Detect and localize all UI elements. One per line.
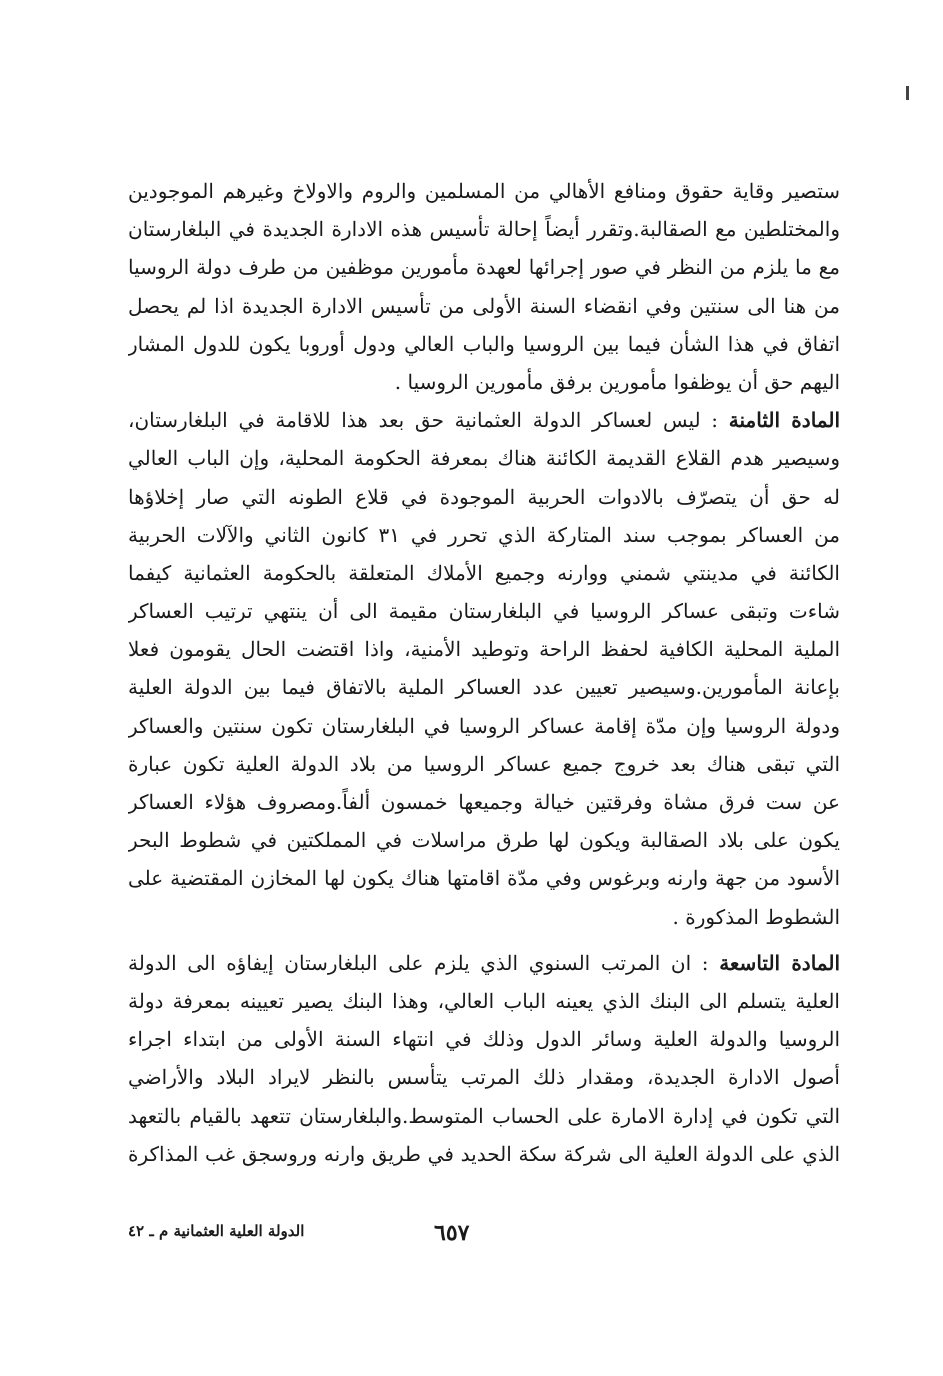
book-title: الدولة العلية العثمانية م ـ ٤٢ bbox=[128, 1222, 305, 1240]
text-line: مع ما يلزم من النظر في صور إجرائها لعهدة مأمورين موظفين من طرف دولة الروسيا bbox=[128, 255, 840, 280]
text-line: بإعانة المأمورين.وسيصير تعيين عدد العساكر الملية بالاتفاق فيما بين الدولة العلية bbox=[128, 675, 840, 700]
paragraph-gap bbox=[128, 936, 840, 944]
article-9-heading: المادة التاسعة bbox=[719, 950, 840, 975]
text-line: الروسيا والدولة العلية وسائر الدول وذلك في انتهاء السنة الأولى من ابتداء اجراء bbox=[128, 1027, 840, 1052]
text-line: الملية المحلية الكافية لحفظ الراحة وتوطيد الأمنية، واذا اقتضت الحال يقومون فعلا bbox=[128, 637, 840, 662]
page-footer bbox=[0, 1222, 943, 1252]
text-line: وسيصير هدم القلاع القديمة الكائنة هناك بمعرفة الحكومة المحلية، وإن الباب العالي bbox=[128, 446, 840, 471]
page-number: ٦٥٧ bbox=[434, 1220, 470, 1246]
text-line: الكائنة في مدينتي شمني ووارنه وجميع الأملاك المتعلقة بالحكومة العثمانية كيفما bbox=[128, 560, 840, 585]
text-line: أصول الادارة الجديدة، ومقدار ذلك المرتب يتأسس بالنظر لايراد البلاد والأراضي bbox=[128, 1065, 840, 1090]
text-line: شاءت وتبقى عساكر الروسيا في البلغارستان مقيمة الى أن ينتهي ترتيب العساكر bbox=[128, 599, 840, 624]
article-9-first-line bbox=[128, 944, 840, 982]
text-line: والمختلطين مع الصقالبة.وتقرر أيضاً إحالة تأسيس هذه الادارة الجديدة في البلغارستان bbox=[128, 217, 840, 242]
text-line: من هنا الى سنتين وفي انقضاء السنة الأولى من تأسيس الادارة الجديدة اذا لم يحصل bbox=[128, 293, 840, 318]
text-line: اتفاق في هذا الشأن فيما بين الروسيا والباب العالي ودول أوروبا يكون للدول المشار bbox=[128, 331, 840, 356]
article-8-text: : ليس لعساكر الدولة العثمانية حق بعد هذا للاقامة في البلغارستان، bbox=[128, 408, 719, 433]
corner-mark bbox=[906, 86, 909, 100]
text-line: عن ست فرق مشاة وفرقتين خيالة وجميعها خمسون ألفاً.ومصروف هؤلاء العساكر bbox=[128, 790, 840, 814]
article-8-heading: المادة الثامنة bbox=[728, 408, 840, 433]
text-line: التي تبقى هناك بعد خروج جميع عساكر الروسيا من بلاد الدولة العلية تكون عبارة bbox=[128, 751, 840, 776]
text-line: الأسود من جهة وارنه وبرغوس وفي مدّة اقامتها هناك يكون لها المخازن المقتضية على bbox=[128, 866, 840, 891]
article-9-text: : ان المرتب السنوي الذي يلزم على البلغارستان إيفاؤه الى الدولة bbox=[128, 950, 709, 975]
text-line: التي تكون في إدارة الامارة على الحساب المتوسط.والبلغارستان تتعهد بالقيام بالتعهد bbox=[128, 1103, 840, 1128]
text-line: العلية يتسلم الى البنك الذي يعينه الباب العالي، وهذا البنك يصير تعيينه بمعرفة دولة bbox=[128, 988, 840, 1013]
body-text bbox=[128, 172, 840, 1173]
text-line: ودولة الروسيا وإن مدّة إقامة عساكر الروسيا في البلغارستان تكون سنتين والعساكر bbox=[128, 713, 840, 738]
text-line: من العساكر بموجب سند المتاركة الذي تحرر في ٣١ كانون الثاني والآلات الحربية bbox=[128, 522, 840, 547]
article-8-first-line bbox=[128, 401, 840, 439]
text-line: له حق أن يتصرّف بالادوات الحربية الموجودة في قلاع الطونه التي صار إخلاؤها bbox=[128, 484, 840, 509]
text-line: الذي على الدولة العلية الى شركة سكة الحديد في طريق وارنه وروسجق غب المذاكرة bbox=[128, 1141, 840, 1166]
text-line: الشطوط المذكورة . bbox=[672, 904, 840, 929]
text-line: اليهم حق أن يوظفوا مأمورين برفق مأمورين الروسيا . bbox=[394, 369, 840, 394]
text-line: يكون على بلاد الصقالبة ويكون لها طرق مراسلات في المملكتين في شطوط البحر bbox=[128, 828, 840, 853]
text-line: ستصير وقاية حقوق ومنافع الأهالي من المسلمين والروم والاولاخ وغيرهم الموجودين bbox=[128, 179, 840, 203]
